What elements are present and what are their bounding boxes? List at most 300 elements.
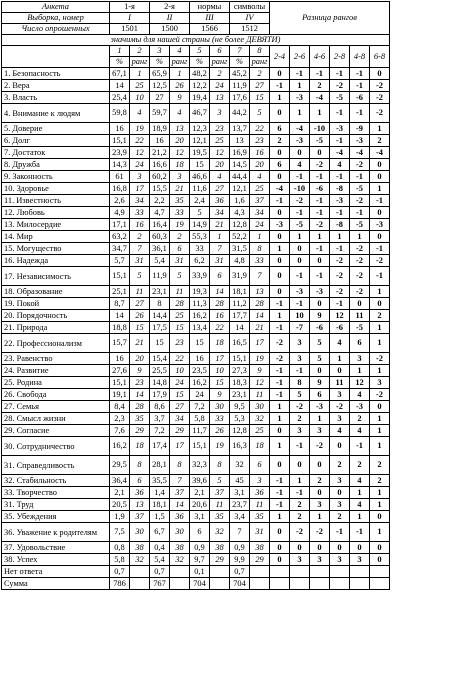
percent-value: 55,3	[190, 231, 210, 243]
rank-difference: -5	[290, 219, 310, 231]
percent-value: 16	[190, 353, 210, 365]
percent-value: 16,5	[230, 334, 250, 353]
row-label: 8. Дружба	[2, 159, 110, 171]
rank-difference: -6	[330, 322, 350, 334]
rank-difference: 2	[370, 135, 390, 147]
rank-value: 21	[250, 322, 270, 334]
rank-value: 29	[130, 425, 150, 437]
rank-value: 26	[210, 425, 230, 437]
table-row	[2, 401, 390, 413]
rank-difference: -2	[350, 255, 370, 267]
percent-value: 2,1	[190, 487, 210, 499]
percent-value: 17,7	[230, 310, 250, 322]
rank-value: 38	[170, 542, 190, 554]
percent-value: 13	[230, 135, 250, 147]
rank-value	[130, 566, 150, 578]
rank-difference: 3	[350, 554, 370, 566]
percent-value: 18,3	[230, 377, 250, 389]
rank-difference: 0	[270, 68, 290, 80]
percent-value: 23,1	[150, 286, 170, 298]
rank-difference: 0	[310, 298, 330, 310]
table-row	[2, 92, 390, 104]
rank-value: 31	[250, 523, 270, 542]
rank-difference: -1	[330, 298, 350, 310]
row-label: 14. Мир	[2, 231, 110, 243]
header-value: 1512	[230, 24, 270, 35]
rank-difference: -4	[370, 147, 390, 159]
rank-value: 38	[210, 542, 230, 554]
percent-value: 28,1	[150, 456, 170, 475]
percent-value: 9,7	[190, 554, 210, 566]
row-label: 6. Долг	[2, 135, 110, 147]
rank-difference: 2	[330, 456, 350, 475]
rank-difference: -2	[370, 389, 390, 401]
table-row	[2, 487, 390, 499]
rank-value: 21	[170, 183, 190, 195]
rank-difference: 2	[290, 499, 310, 511]
rank-difference: 11	[330, 377, 350, 389]
row-label: 22. Профессионализм	[2, 334, 110, 353]
rank-value: 33	[130, 207, 150, 219]
percent-value: 14	[110, 80, 130, 92]
rank-difference: 1	[310, 104, 330, 123]
rank-difference: -1	[350, 68, 370, 80]
rank-difference: -10	[310, 123, 330, 135]
subtitle: значимы для нашей страны (не более ДЕВЯТИ)	[2, 35, 390, 46]
table-row	[2, 437, 390, 456]
rank-value: 38	[130, 542, 150, 554]
rank-difference	[370, 566, 390, 578]
rank-value: 37	[250, 195, 270, 207]
rank-difference: -1	[310, 195, 330, 207]
percent-value: 4,7	[150, 207, 170, 219]
rank-difference: -5	[350, 183, 370, 195]
rank-value: 33	[250, 255, 270, 267]
percent-value: 14,4	[150, 310, 170, 322]
rank-difference: 1	[270, 511, 290, 523]
rank-difference: 1	[310, 413, 330, 425]
percent-value: 2,2	[150, 195, 170, 207]
rank-difference: 2	[310, 475, 330, 487]
rank-difference: 0	[370, 231, 390, 243]
percent-value: 12,8	[230, 219, 250, 231]
percent-value: 15	[190, 334, 210, 353]
rank-value: 5	[210, 475, 230, 487]
header-label: Число опрошенных	[2, 24, 110, 35]
rank-difference: 3	[310, 425, 330, 437]
percent-value: 16,2	[190, 310, 210, 322]
rank-value: 15	[250, 92, 270, 104]
rank-value: 30	[250, 401, 270, 413]
rank-value	[250, 578, 270, 590]
rank-value: 8	[130, 456, 150, 475]
rank-difference: -1	[370, 243, 390, 255]
rank-difference: -2	[330, 267, 350, 286]
row-label: 23. Равенство	[2, 353, 110, 365]
rank-difference: 4	[350, 389, 370, 401]
percent-value: 11,7	[190, 425, 210, 437]
rank-difference: 6	[270, 159, 290, 171]
rank-difference: -4	[310, 92, 330, 104]
percent-value: 7	[230, 523, 250, 542]
table-row	[2, 135, 390, 147]
rank-difference: 0	[270, 267, 290, 286]
table-row	[2, 413, 390, 425]
rank-difference: 1	[310, 511, 330, 523]
percent-value: 20,6	[190, 499, 210, 511]
rank-difference: -2	[370, 92, 390, 104]
percent-value: 20,5	[110, 499, 130, 511]
table-row	[2, 104, 390, 123]
rank-difference: 2	[290, 511, 310, 523]
percent-value: 6	[190, 523, 210, 542]
rank-difference: -1	[330, 135, 350, 147]
table-row	[2, 475, 390, 487]
percent-value: 8,4	[110, 401, 130, 413]
percent-value: 39,6	[190, 475, 210, 487]
rank-difference: 5	[310, 353, 330, 365]
percent-value: 48,2	[190, 68, 210, 80]
rank-difference: 1	[310, 231, 330, 243]
percent-value: 14,9	[190, 219, 210, 231]
rank-difference: 0	[310, 147, 330, 159]
rank-difference: -2	[370, 80, 390, 92]
percent-value: 12,1	[230, 183, 250, 195]
rank-value: 11	[250, 389, 270, 401]
table-row	[2, 298, 390, 310]
rank-value: 20	[250, 159, 270, 171]
rank-difference: 1	[370, 286, 390, 298]
row-label: 31. Справедливость	[2, 456, 110, 475]
rank-difference: 0	[310, 255, 330, 267]
rank-difference: 0	[270, 456, 290, 475]
rank-value: 30	[210, 401, 230, 413]
rank-value: 13	[170, 123, 190, 135]
rank-difference: 2	[310, 80, 330, 92]
percent-value: 0,9	[230, 542, 250, 554]
rank-difference: 4	[350, 499, 370, 511]
rank-value: 34	[250, 207, 270, 219]
rank-difference: -1	[290, 487, 310, 499]
rank-value: 16	[210, 310, 230, 322]
percent-value: 18,1	[150, 499, 170, 511]
percent-value: 16,8	[110, 183, 130, 195]
table-row	[2, 159, 390, 171]
table-row	[2, 365, 390, 377]
row-label: 17. Независимость	[2, 267, 110, 286]
percent-value: 19,1	[110, 389, 130, 401]
percent-value: 16	[150, 135, 170, 147]
percent-value: 33	[190, 243, 210, 255]
table-row	[2, 554, 390, 566]
rank-difference: 0	[370, 298, 390, 310]
pct-header: %	[110, 57, 130, 68]
rank-difference: 5	[290, 389, 310, 401]
percent-value: 27,3	[230, 365, 250, 377]
rank-difference: 1	[330, 231, 350, 243]
rank-difference: -3	[290, 135, 310, 147]
percent-value: 5,8	[190, 413, 210, 425]
rank-value: 12	[250, 377, 270, 389]
rank-difference: 5	[310, 334, 330, 353]
rank-value: 21	[210, 219, 230, 231]
rank-difference: -2	[290, 523, 310, 542]
percent-value: 32,3	[190, 456, 210, 475]
rank-difference: 1	[370, 365, 390, 377]
pct-header: %	[230, 57, 250, 68]
table-row	[2, 207, 390, 219]
rank-difference: -6	[350, 92, 370, 104]
percent-value: 16,6	[150, 159, 170, 171]
rank-difference: 4	[330, 425, 350, 437]
rank-difference: -2	[330, 401, 350, 413]
rank-difference: -3	[350, 135, 370, 147]
column-number: 4	[170, 46, 190, 57]
percent-value: 36,1	[150, 243, 170, 255]
header-value: 1-я	[110, 2, 150, 13]
rank-value: 8	[210, 456, 230, 475]
rank-difference	[330, 566, 350, 578]
percent-value: 14,3	[110, 159, 130, 171]
rank-value	[250, 566, 270, 578]
rank-header: ранг	[170, 57, 190, 68]
percent-value: 35,5	[150, 475, 170, 487]
rank-difference: -2	[270, 353, 290, 365]
percent-value: 2,4	[190, 195, 210, 207]
percent-value: 15	[190, 159, 210, 171]
rank-difference: 1	[370, 413, 390, 425]
rank-value: 17	[170, 437, 190, 456]
rank-difference: 2	[270, 135, 290, 147]
rank-value: 10	[210, 365, 230, 377]
percent-value: 16,9	[230, 147, 250, 159]
percent-value: 16,2	[190, 377, 210, 389]
rank-value: 37	[130, 511, 150, 523]
header-value: 1566	[190, 24, 230, 35]
rank-difference: -2	[310, 219, 330, 231]
rank-value: 20	[130, 353, 150, 365]
diff-header: 4-8	[350, 46, 370, 68]
percent-value: 3,4	[230, 511, 250, 523]
percent-value: 18,8	[110, 322, 130, 334]
rank-value: 22	[170, 353, 190, 365]
percent-value: 15,1	[110, 377, 130, 389]
rank-difference: 12	[350, 377, 370, 389]
rank-difference: 1	[350, 487, 370, 499]
rank-difference: -2	[310, 159, 330, 171]
row-label: 11. Известность	[2, 195, 110, 207]
rank-difference: 0	[370, 511, 390, 523]
table-row	[2, 456, 390, 475]
header-value: символы	[230, 2, 270, 13]
rank-value: 32	[210, 523, 230, 542]
table-row	[2, 231, 390, 243]
rank-difference: -1	[270, 80, 290, 92]
rank-difference: -3	[330, 195, 350, 207]
rank-value: 11	[250, 499, 270, 511]
rank-difference: 0	[270, 255, 290, 267]
percent-value: 8,7	[110, 298, 130, 310]
rank-difference: -1	[350, 80, 370, 92]
rank-difference: 3	[310, 499, 330, 511]
rank-difference: 4	[350, 475, 370, 487]
percent-value: 8	[150, 298, 170, 310]
rank-difference: 3	[350, 353, 370, 365]
percent-value: 15,1	[230, 353, 250, 365]
rank-value: 27	[250, 80, 270, 92]
rank-value: 31	[170, 255, 190, 267]
percent-value: 17,5	[150, 322, 170, 334]
rank-value: 37	[210, 487, 230, 499]
percent-value: 12,2	[190, 80, 210, 92]
rank-difference: 0	[370, 542, 390, 554]
rank-header: ранг	[130, 57, 150, 68]
column-number: 2	[130, 46, 150, 57]
percent-value: 3,7	[150, 413, 170, 425]
rank-value: 10	[130, 92, 150, 104]
diff-header: 6-8	[370, 46, 390, 68]
rank-difference: 1	[290, 80, 310, 92]
row-label: 12. Любовь	[2, 207, 110, 219]
table-row	[2, 425, 390, 437]
rank-difference: 0	[270, 523, 290, 542]
rank-value: 9	[130, 365, 150, 377]
rank-value: 15	[210, 377, 230, 389]
rank-value: 27	[210, 183, 230, 195]
rank-difference: 1	[370, 425, 390, 437]
rank-difference: -1	[270, 377, 290, 389]
rank-difference: -1	[290, 267, 310, 286]
rank-difference: -1	[270, 475, 290, 487]
rank-difference: 3	[290, 554, 310, 566]
percent-value: 31,5	[230, 243, 250, 255]
row-label: 20. Порядочность	[2, 310, 110, 322]
rank-difference	[270, 566, 290, 578]
rank-difference: 8	[290, 377, 310, 389]
rank-difference: 4	[330, 334, 350, 353]
rank-difference: 6	[350, 334, 370, 353]
row-label: 36. Уважение к родителям	[2, 523, 110, 542]
percent-value: 27,6	[110, 365, 130, 377]
rank-difference: -1	[290, 171, 310, 183]
rank-value: 36	[250, 487, 270, 499]
rank-difference: 1	[270, 413, 290, 425]
rank-difference: 1	[290, 475, 310, 487]
row-label: 15. Могущество	[2, 243, 110, 255]
percent-value: 31,9	[230, 267, 250, 286]
percent-value: 14	[230, 322, 250, 334]
rank-value: 9	[170, 92, 190, 104]
percent-value: 23,7	[230, 499, 250, 511]
rank-difference: 0	[270, 147, 290, 159]
rank-value: 20	[170, 135, 190, 147]
rank-difference: 0	[370, 401, 390, 413]
percent-value: 16,2	[110, 437, 130, 456]
rank-difference: -1	[310, 171, 330, 183]
rank-difference: 1	[330, 353, 350, 365]
percent-value: 32	[230, 456, 250, 475]
rank-difference: 6	[310, 389, 330, 401]
rank-difference: -1	[350, 104, 370, 123]
rank-difference: 1	[270, 310, 290, 322]
rank-difference: 4	[350, 425, 370, 437]
header-value: I	[110, 13, 150, 24]
rank-difference: -1	[330, 68, 350, 80]
rank-value: 20	[210, 159, 230, 171]
rank-difference	[310, 566, 330, 578]
rank-value: 36	[210, 195, 230, 207]
percent-value: 4,9	[110, 207, 130, 219]
table-row	[2, 183, 390, 195]
table-row	[2, 542, 390, 554]
rank-difference: -5	[350, 219, 370, 231]
rank-value: 25	[210, 135, 230, 147]
row-label: 28. Смысл жизни	[2, 413, 110, 425]
percent-value: 14	[110, 310, 130, 322]
rank-difference: 3	[290, 353, 310, 365]
rank-difference: -3	[330, 123, 350, 135]
row-label: 33. Творчество	[2, 487, 110, 499]
rank-difference: 1	[290, 104, 310, 123]
rank-value: 31	[210, 255, 230, 267]
percent-value: 61	[110, 171, 130, 183]
header-value: нормы	[190, 2, 230, 13]
rank-value: 23	[250, 135, 270, 147]
rank-difference	[350, 578, 370, 590]
rank-difference: 0	[310, 487, 330, 499]
rank-difference: -1	[270, 195, 290, 207]
rank-value: 27	[170, 401, 190, 413]
percent-value: 25,5	[150, 365, 170, 377]
row-label: 30. Сотрудничество	[2, 437, 110, 456]
rank-difference: 1	[270, 401, 290, 413]
percent-value: 0,7	[230, 566, 250, 578]
percent-value: 13,4	[190, 322, 210, 334]
rank-difference: -1	[310, 68, 330, 80]
rank-value: 35	[170, 195, 190, 207]
rank-difference: -2	[370, 104, 390, 123]
rank-value: 25	[130, 80, 150, 92]
percent-value: 9,9	[230, 554, 250, 566]
rank-difference: -2	[330, 255, 350, 267]
rank-value: 30	[130, 523, 150, 542]
rank-difference: 0	[330, 437, 350, 456]
diff-header: 2-6	[290, 46, 310, 68]
percent-value: 12,8	[230, 425, 250, 437]
rank-difference: -1	[290, 68, 310, 80]
rank-value: 1	[210, 231, 230, 243]
percent-value: 5,3	[230, 413, 250, 425]
percent-value: 12,3	[190, 123, 210, 135]
row-label: 31. Труд	[2, 499, 110, 511]
rank-difference: -1	[330, 523, 350, 542]
pct-header: %	[190, 57, 210, 68]
percent-value: 23,1	[230, 389, 250, 401]
rank-value: 7	[130, 243, 150, 255]
rank-value: 24	[250, 219, 270, 231]
rank-difference: -1	[370, 267, 390, 286]
percent-value: 11,3	[190, 298, 210, 310]
rank-value: 14	[130, 389, 150, 401]
percent-value: 45,2	[230, 68, 250, 80]
rank-value: 23	[210, 123, 230, 135]
table-row	[2, 219, 390, 231]
rank-difference: 0	[290, 542, 310, 554]
rank-difference: -2	[350, 286, 370, 298]
percent-value: 704	[190, 578, 210, 590]
rank-value: 7	[210, 243, 230, 255]
rank-difference: -1	[310, 207, 330, 219]
